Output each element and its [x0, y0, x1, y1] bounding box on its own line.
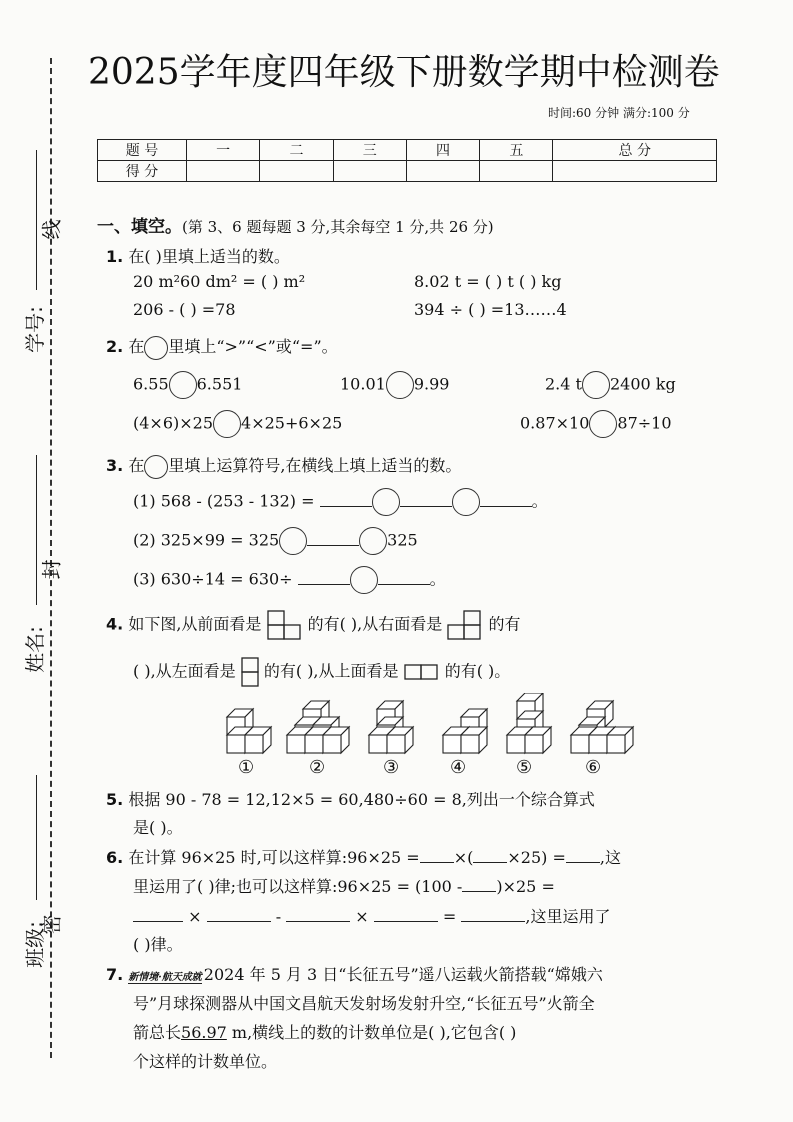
q3-item-2: [133, 527, 418, 555]
q7-line3: [133, 1020, 516, 1043]
compare-circle[interactable]: [582, 371, 610, 399]
cube-figure-2: [287, 701, 349, 753]
q1-item-c: 206 - ( ) =78: [133, 300, 236, 319]
q2-number: 2.: [106, 337, 124, 356]
compare-circle[interactable]: [169, 371, 197, 399]
q6-number: 6.: [106, 848, 124, 867]
score-table-score-row: [98, 161, 717, 182]
q1-stem: [106, 244, 290, 267]
q3-end: 。: [531, 491, 548, 511]
compare-right: 2400 kg: [609, 374, 676, 394]
compare-circle[interactable]: [213, 410, 241, 438]
blank-circle: [144, 336, 168, 360]
cube-figure-6: [571, 701, 633, 753]
q4-text: 的有( )。: [444, 661, 511, 681]
q6-text: ,这里运用了: [525, 907, 611, 926]
cube-label-4: ④: [450, 757, 467, 778]
top-view-icon: [404, 663, 440, 681]
section-heading: [97, 212, 494, 237]
name-label: 姓名:: [22, 626, 47, 673]
answer-line[interactable]: [420, 848, 454, 863]
q2-stem: [106, 334, 338, 360]
page-title: 2025学年度四年级下册数学期中检测卷: [88, 52, 720, 93]
compare-right: 87÷10: [617, 413, 672, 433]
q1-text: 在( )里填上适当的数。: [128, 247, 290, 266]
q6-text: ×25) =: [507, 848, 566, 867]
compare-circle[interactable]: [589, 410, 617, 438]
q7-underlined-number: 56.97: [181, 1023, 227, 1042]
q4-text: 的有: [488, 614, 521, 634]
q7-line1: [106, 962, 603, 985]
answer-line[interactable]: [374, 907, 438, 922]
section-title: 一、填空。: [97, 217, 182, 237]
q7-text: 箭总长: [133, 1023, 182, 1042]
compare-left: 6.55: [133, 374, 169, 394]
cube-figure-3: [369, 701, 413, 753]
q6-line1: [106, 845, 621, 868]
cube-label-6: ⑥: [585, 757, 602, 778]
q6-op: =: [442, 907, 457, 926]
operator-circle[interactable]: [350, 566, 378, 594]
q1-item-d: 394 ÷ ( ) =13……4: [414, 300, 567, 319]
score-cell: 题 号: [98, 140, 187, 161]
q2-item-a: [133, 371, 242, 399]
cube-label-1: ①: [238, 757, 255, 778]
score-input-cell[interactable]: [406, 161, 479, 182]
answer-line[interactable]: [320, 492, 372, 507]
q3-item-1: [133, 488, 548, 516]
q2-pre: 在: [128, 337, 145, 356]
compare-left: 0.87×10: [520, 413, 590, 433]
score-input-cell[interactable]: [333, 161, 406, 182]
score-row-label: 得 分: [98, 161, 187, 182]
q6-op: -: [275, 907, 282, 926]
answer-line[interactable]: [473, 848, 507, 863]
q3-item-3: [133, 566, 446, 594]
name-fill-line: [36, 455, 37, 605]
answer-line[interactable]: [462, 877, 496, 892]
cube-figure-5: [507, 693, 551, 753]
q7-line2: 号”月球探测器从中国文昌航天发射场发射升空,“长征五号”火箭全: [133, 994, 595, 1013]
compare-right: 9.99: [413, 374, 450, 394]
q3-pre: 在: [128, 456, 145, 475]
q6-text: )×25 =: [496, 877, 555, 896]
q7-line4: 个这样的计数单位。: [133, 1052, 278, 1071]
score-input-cell[interactable]: [553, 161, 717, 182]
margin-xian: 线: [39, 219, 64, 240]
margin-mi: 密: [39, 914, 64, 935]
q3-expr: (2) 325×99 = 325: [133, 530, 280, 550]
score-cell: 一: [187, 140, 260, 161]
q3-expr: (1) 568 - (253 - 132) =: [133, 491, 315, 511]
answer-line[interactable]: [133, 907, 183, 922]
cube-figure-4: [443, 709, 487, 753]
student-id-label: 学号:: [22, 306, 47, 353]
section-note: (第 3、6 题每题 3 分,其余每空 1 分,共 26 分): [182, 218, 494, 236]
compare-left: 2.4 t: [545, 374, 582, 394]
answer-line[interactable]: [400, 492, 452, 507]
q7-text: 2024 年 5 月 3 日“长征五号”遥八运载火箭搭载“嫦娥六: [203, 965, 603, 984]
q6-text: 里运用了( )律;也可以这样算:96×25 = (100 -: [133, 877, 463, 896]
margin-feng: 封: [39, 559, 64, 580]
right-view-icon: [447, 610, 483, 640]
q3-expr: (3) 630÷14 = 630÷: [133, 569, 293, 589]
score-cell: 二: [260, 140, 333, 161]
compare-right: 6.551: [196, 374, 243, 394]
score-input-cell[interactable]: [480, 161, 553, 182]
context-badge: 新情境·航天成就: [128, 968, 201, 984]
time-info: 时间:60 分钟 满分:100 分: [548, 106, 690, 120]
q1-item-a: 20 m²60 dm² = ( ) m²: [133, 272, 306, 291]
q6-line3: [133, 904, 610, 927]
answer-line[interactable]: [566, 848, 600, 863]
answer-line[interactable]: [298, 570, 350, 585]
operator-circle[interactable]: [279, 527, 307, 555]
q4-text: 的有( ),从上面看是: [263, 661, 399, 681]
score-cell: 五: [480, 140, 553, 161]
q5-text: 根据 90 - 78 = 12,12×5 = 60,480÷60 = 8,列出一个综合算式: [128, 790, 595, 809]
q3-post: 里填上运算符号,在横线上填上适当的数。: [168, 456, 462, 475]
q7-number: 7.: [106, 965, 124, 984]
cube-figures: [215, 693, 665, 755]
q6-op: ×: [355, 907, 369, 926]
score-cell: 四: [406, 140, 479, 161]
score-table: [97, 139, 717, 182]
q1-number: 1.: [106, 247, 124, 266]
q1-item-b: 8.02 t = ( ) t ( ) kg: [414, 272, 562, 291]
front-view-icon: [267, 610, 303, 640]
q7-text: m,横线上的数的计数单位是( ),它包含( ): [226, 1023, 517, 1042]
q4-line1: [106, 610, 520, 640]
cube-label-5: ⑤: [516, 757, 533, 778]
binding-dashed-line: [50, 58, 52, 1058]
answer-line[interactable]: [286, 907, 350, 922]
answer-line[interactable]: [480, 492, 532, 507]
q4-number: 4.: [106, 614, 124, 634]
q2-item-c: [545, 371, 676, 399]
compare-left: (4×6)×25: [133, 413, 214, 433]
q2-item-b: [340, 371, 449, 399]
score-cell: 总 分: [553, 140, 717, 161]
score-table-header-row: [98, 140, 717, 161]
cube-label-3: ③: [383, 757, 400, 778]
q5-line2: 是( )。: [133, 818, 183, 837]
q6-op: ×: [188, 907, 202, 926]
operator-circle[interactable]: [372, 488, 400, 516]
compare-right: 4×25+6×25: [241, 413, 343, 433]
answer-line[interactable]: [207, 907, 271, 922]
q3-expr-end: 325: [387, 530, 418, 550]
compare-left: 10.01: [340, 374, 386, 394]
q6-text: 在计算 96×25 时,可以这样算:96×25 =: [128, 848, 420, 867]
operator-circle[interactable]: [359, 527, 387, 555]
q6-text: ,这: [599, 848, 621, 867]
q4-line2: [133, 657, 510, 687]
q5-number: 5.: [106, 790, 124, 809]
q4-text: ( ),从左面看是: [133, 661, 236, 681]
answer-line[interactable]: [307, 531, 359, 546]
answer-line[interactable]: [378, 570, 430, 585]
q3-number: 3.: [106, 456, 124, 475]
cube-figure-1: [227, 709, 271, 753]
q4-text: 如下图,从前面看是: [128, 614, 262, 634]
q6-line2: [133, 874, 555, 897]
answer-line[interactable]: [461, 907, 525, 922]
q6-line4: ( )律。: [133, 935, 183, 954]
q3-stem: [106, 453, 461, 479]
class-fill-line: [36, 775, 37, 900]
q4-text: 的有( ),从右面看是: [307, 614, 443, 634]
left-view-icon: [241, 657, 259, 687]
operator-circle[interactable]: [452, 488, 480, 516]
q2-item-e: [520, 410, 672, 438]
q3-end: 。: [429, 569, 446, 589]
compare-circle[interactable]: [386, 371, 414, 399]
class-label: 班级:: [22, 921, 47, 968]
q6-text: ×(: [453, 848, 474, 867]
score-input-cell[interactable]: [187, 161, 260, 182]
blank-circle: [144, 455, 168, 479]
score-input-cell[interactable]: [260, 161, 333, 182]
q2-post: 里填上“>”“<”或“=”。: [168, 337, 338, 356]
q2-item-d: [133, 410, 342, 438]
score-cell: 三: [333, 140, 406, 161]
cube-label-2: ②: [309, 757, 326, 778]
q5-line1: [106, 787, 595, 810]
